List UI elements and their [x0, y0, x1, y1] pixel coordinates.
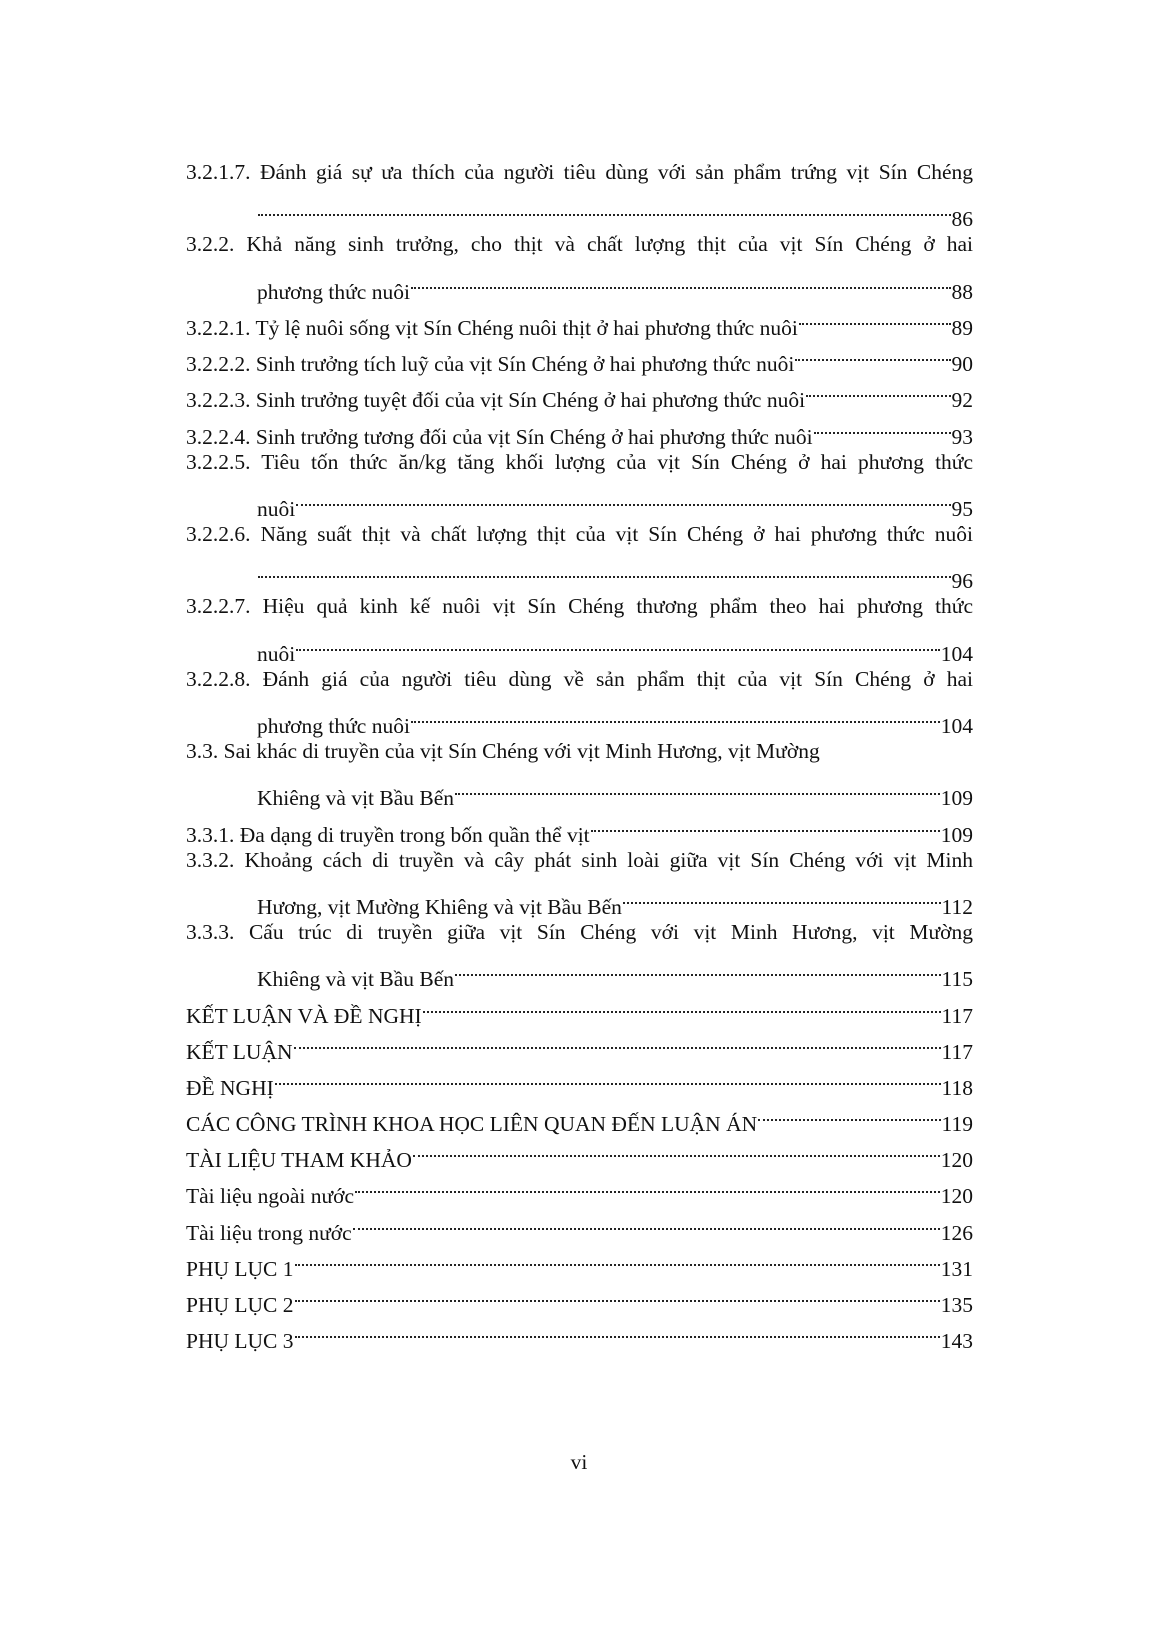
toc-entry-title-continued: Khiêng và vịt Bầu Bến [257, 967, 455, 992]
toc-entry[interactable] [186, 516, 973, 594]
toc-page-number: 109 [940, 786, 973, 811]
toc-entry-title-continued: nuôi [257, 641, 296, 666]
dot-leader [411, 263, 951, 299]
toc-entry-title: KẾT LUẬN [186, 1039, 293, 1064]
toc-entry-line [186, 1023, 973, 1064]
toc-entry-title: 3.2.2.6. Năng suất thịt và chất lượng thịt của vịt Sín Chéng ở hai phương thức nuôi [186, 521, 973, 546]
dot-leader [411, 697, 940, 733]
toc-page-number: 119 [941, 1112, 973, 1137]
toc-page-number: 90 [951, 352, 973, 377]
toc-entry[interactable] [186, 914, 973, 992]
toc-page-number: 104 [940, 714, 973, 738]
toc-entry-title: Tài liệu trong nước [186, 1220, 352, 1245]
table-of-contents [186, 154, 973, 1354]
toc-entry-title: ĐỀ NGHỊ [186, 1075, 274, 1100]
toc-entry-title: 3.3.1. Đa dạng di truyền trong bốn quần thể vịt [186, 822, 590, 847]
toc-page-number: 95 [951, 496, 973, 521]
toc-entry-line [186, 986, 973, 1028]
toc-page-number: 92 [951, 388, 973, 413]
toc-entry-continuation [186, 552, 973, 594]
toc-entry-line [186, 1059, 973, 1100]
page-number: vi [570, 1450, 588, 1474]
toc-page-number: 131 [940, 1256, 973, 1281]
toc-entry-title: 3.2.2.7. Hiệu quả kinh kế nuôi vịt Sín Chéng thương phẩm theo hai phương thức [186, 594, 973, 619]
toc-page-number: 117 [941, 1003, 973, 1028]
toc-entry-title: Tài liệu ngoài nước [186, 1184, 355, 1209]
toc-entry-title: 3.2.2.4. Sinh trưởng tương đối của vịt Sín Chéng ở hai phương thức nuôi [186, 424, 813, 449]
toc-entry-line [186, 1131, 973, 1173]
toc-entry[interactable] [186, 1095, 973, 1137]
toc-page-number: 115 [941, 967, 973, 992]
toc-entry-title: KẾT LUẬN VÀ ĐỀ NGHỊ [186, 1003, 422, 1028]
dot-leader [423, 986, 941, 1022]
dot-leader [591, 805, 940, 841]
toc-entry-title-continued: Hương, vịt Mường Khiêng và vịt Bầu Bến [257, 894, 622, 919]
toc-entry-line [186, 733, 973, 769]
toc-entry-continuation [186, 480, 973, 521]
dot-leader [295, 1276, 940, 1312]
dot-leader [758, 1095, 940, 1131]
toc-entry-continuation [186, 697, 973, 738]
toc-entry[interactable] [186, 154, 973, 232]
toc-entry-line [186, 661, 973, 697]
toc-entry[interactable] [186, 407, 973, 449]
toc-entry-title: 3.2.2.1. Tỷ lệ nuôi sống vịt Sín Chéng nuôi thịt ở hai phương thức nuôi [186, 315, 798, 340]
toc-page-number: 86 [951, 207, 973, 232]
toc-entry[interactable] [186, 1059, 973, 1100]
toc-page-number: 93 [951, 424, 973, 449]
toc-page-number: 117 [941, 1039, 973, 1064]
toc-entry[interactable] [186, 588, 973, 666]
toc-page-number: 143 [940, 1329, 973, 1354]
toc-entry[interactable] [186, 1023, 973, 1064]
toc-entry[interactable] [186, 1240, 973, 1281]
toc-entry-line [186, 1276, 973, 1317]
dot-leader [413, 1131, 940, 1167]
dot-leader [353, 1203, 940, 1239]
toc-entry[interactable] [186, 1312, 973, 1354]
toc-entry-continuation [186, 263, 973, 304]
toc-entry[interactable] [186, 842, 973, 919]
toc-entry[interactable] [186, 371, 973, 413]
dot-leader [814, 407, 951, 443]
toc-entry[interactable] [186, 335, 973, 377]
toc-entry-line [186, 1167, 973, 1209]
dot-leader [795, 335, 950, 371]
toc-page-number: 89 [951, 315, 973, 340]
toc-page-number: 120 [940, 1184, 973, 1209]
dot-leader [799, 299, 951, 335]
toc-entry-line [186, 335, 973, 377]
dot-leader [275, 1059, 941, 1095]
toc-entry-line [186, 154, 973, 190]
toc-entry-line [186, 805, 973, 847]
toc-entry-line [186, 1203, 973, 1245]
toc-entry[interactable] [186, 986, 973, 1028]
toc-entry-title-continued: phương thức nuôi [257, 279, 410, 304]
toc-page-number: 126 [940, 1220, 973, 1245]
toc-entry-line [186, 588, 973, 624]
toc-entry-title-continued: Khiêng và vịt Bầu Bến [257, 786, 455, 811]
toc-entry[interactable] [186, 733, 973, 811]
dot-leader [455, 769, 940, 805]
toc-entry-title: TÀI LIỆU THAM KHẢO [186, 1148, 412, 1173]
toc-entry-line [186, 407, 973, 449]
dot-leader [294, 1023, 941, 1059]
toc-entry-line [186, 1240, 973, 1281]
toc-page-number: 120 [940, 1148, 973, 1173]
toc-entry[interactable] [186, 1131, 973, 1173]
toc-entry-title: 3.2.2.3. Sinh trưởng tuyệt đối của vịt Sín Chéng ở hai phương thức nuôi [186, 388, 806, 413]
dot-leader [623, 878, 941, 914]
dot-leader [455, 950, 940, 986]
toc-entry-line [186, 516, 973, 552]
toc-entry-line [186, 1095, 973, 1137]
dot-leader [295, 1312, 940, 1348]
toc-entry-title: 3.3. Sai khác di truyền của vịt Sín Chéng với vịt Minh Hương, vịt Mường [186, 739, 820, 763]
dot-leader [355, 1167, 940, 1203]
toc-entry-title: 3.2.2.8. Đánh giá của người tiêu dùng về sản phẩm thịt của vịt Sín Chéng ở hai [186, 666, 973, 691]
toc-entry[interactable] [186, 661, 973, 738]
toc-entry-line [186, 914, 973, 950]
toc-entry-continuation [186, 878, 973, 919]
toc-entry[interactable] [186, 226, 973, 304]
toc-page-number: 112 [941, 894, 973, 919]
toc-entry-line [186, 842, 973, 878]
toc-entry-continuation [186, 624, 973, 666]
toc-page-number: 118 [941, 1075, 973, 1100]
toc-entry[interactable] [186, 1167, 973, 1209]
toc-entry-title: PHỤ LỤC 1 [186, 1256, 294, 1281]
toc-entry[interactable] [186, 805, 973, 847]
toc-entry-title: PHỤ LỤC 3 [186, 1329, 294, 1354]
toc-entry-line [186, 299, 973, 340]
toc-entry-title: 3.3.3. Cấu trúc di truyền giữa vịt Sín Chéng với vịt Minh Hương, vịt Mường [186, 919, 973, 944]
toc-entry-title: PHỤ LỤC 2 [186, 1293, 294, 1317]
toc-entry-title-continued: phương thức nuôi [257, 714, 410, 738]
dot-leader [296, 624, 940, 660]
toc-entry-title: CÁC CÔNG TRÌNH KHOA HỌC LIÊN QUAN ĐẾN LUẬN ÁN [186, 1112, 758, 1137]
toc-entry-title: 3.2.2.5. Tiêu tốn thức ăn/kg tăng khối lượng của vịt Sín Chéng ở hai phương thức [186, 449, 973, 474]
toc-entry-title: 3.3.2. Khoảng cách di truyền và cây phát sinh loài giữa vịt Sín Chéng với vịt Minh [186, 847, 973, 872]
toc-entry-line [186, 444, 973, 480]
dot-leader [296, 480, 950, 516]
toc-entry-continuation [186, 190, 973, 232]
dot-leader [258, 552, 951, 588]
toc-entry-title: 3.2.2.2. Sinh trưởng tích luỹ của vịt Sín Chéng ở hai phương thức nuôi [186, 352, 795, 377]
toc-page-number: 88 [951, 279, 973, 304]
toc-entry-title: 3.2.1.7. Đánh giá sự ưa thích của người tiêu dùng với sản phẩm trứng vịt Sín Chéng [186, 160, 973, 184]
dot-leader [806, 371, 950, 407]
toc-page-number: 96 [951, 569, 973, 594]
toc-entry[interactable] [186, 1203, 973, 1245]
toc-entry[interactable] [186, 1276, 973, 1317]
toc-entry-title: 3.2.2. Khả năng sinh trưởng, cho thịt và chất lượng thịt của vịt Sín Chéng ở hai [186, 232, 973, 257]
toc-entry-continuation [186, 769, 973, 811]
toc-entry-line [186, 1312, 973, 1354]
dot-leader [258, 190, 951, 226]
dot-leader [295, 1240, 940, 1276]
toc-page-number: 104 [940, 641, 973, 666]
toc-entry[interactable] [186, 444, 973, 521]
toc-page-number: 109 [940, 822, 973, 847]
toc-entry-line [186, 371, 973, 413]
toc-entry-line [186, 226, 973, 262]
toc-page-number: 135 [940, 1293, 973, 1317]
toc-entry[interactable] [186, 299, 973, 340]
toc-entry-continuation [186, 950, 973, 992]
toc-entry-title-continued: nuôi [257, 496, 296, 521]
